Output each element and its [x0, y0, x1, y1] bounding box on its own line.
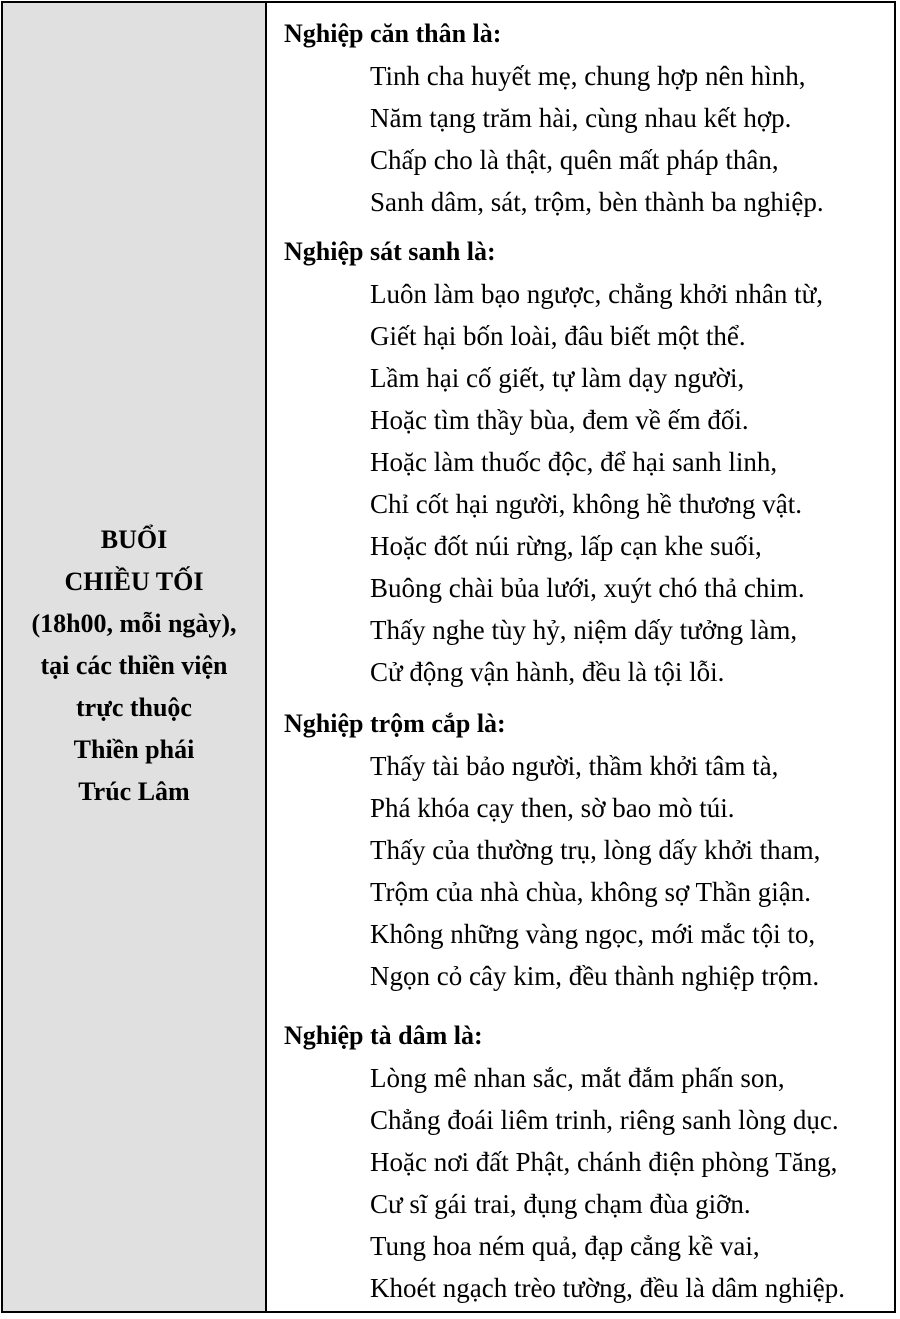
- verse-block: [284, 745, 820, 997]
- verse-line: Thấy của thường trụ, lòng dấy khởi tham,: [370, 835, 821, 865]
- verse-line: Khoét ngạch trèo tường, đều là dâm nghiệp.: [370, 1273, 846, 1303]
- verse-line: Sanh dâm, sát, trộm, bèn thành ba nghiệp.: [370, 187, 824, 217]
- verse-line: Cư sĩ gái trai, đụng chạm đùa giỡn.: [370, 1189, 751, 1219]
- section-nghiep-can-than: [284, 13, 824, 223]
- section-heading: Nghiệp căn thân là:: [284, 19, 502, 48]
- verse-line: Không những vàng ngọc, mới mắc tội to,: [370, 919, 816, 949]
- schedule-line: (18h00, mỗi ngày),: [31, 609, 237, 638]
- schedule-line: BUỔI: [100, 525, 168, 554]
- verse-line: Lầm hại cố giết, tự làm dạy người,: [370, 363, 745, 393]
- section-nghiep-sat-sanh: [284, 231, 823, 693]
- schedule-line: tại các thiền viện: [40, 651, 228, 680]
- verse-line: Tinh cha huyết mẹ, chung hợp nên hình,: [370, 61, 806, 91]
- table-frame: [1, 1, 896, 1313]
- verse-line: Tung hoa ném quả, đạp cẳng kề vai,: [370, 1231, 760, 1261]
- verse-line: Ngọn cỏ cây kim, đều thành nghiệp trộm.: [370, 961, 820, 991]
- verse-line: Phá khóa cạy then, sờ bao mò túi.: [370, 793, 735, 823]
- section-nghiep-ta-dam: [284, 1015, 845, 1309]
- verse-line: Thấy nghe tùy hỷ, niệm dấy tưởng làm,: [370, 615, 798, 645]
- schedule-line: CHIỀU TỐI: [64, 567, 204, 596]
- verse-line: Giết hại bốn loài, đâu biết một thể.: [370, 321, 746, 351]
- section-heading: Nghiệp tà dâm là:: [284, 1021, 483, 1050]
- verse-block: [284, 273, 823, 693]
- verse-line: Luôn làm bạo ngược, chẳng khởi nhân từ,: [370, 279, 823, 309]
- verse-line: Chẳng đoái liêm trinh, riêng sanh lòng dục.: [370, 1105, 839, 1135]
- text-cell: [267, 3, 894, 1311]
- verse-line: Chỉ cốt hại người, không hề thương vật.: [370, 489, 803, 519]
- schedule-label: [3, 519, 265, 813]
- schedule-line: Thiền phái: [73, 735, 195, 764]
- verse-line: Hoặc nơi đất Phật, chánh điện phòng Tăng,: [370, 1147, 838, 1177]
- section-heading: Nghiệp sát sanh là:: [284, 237, 496, 266]
- schedule-line: Trúc Lâm: [78, 777, 190, 806]
- verse-line: Hoặc làm thuốc độc, để hại sanh linh,: [370, 447, 778, 477]
- schedule-cell: [3, 3, 267, 1311]
- verse-line: Lòng mê nhan sắc, mắt đắm phấn son,: [370, 1063, 785, 1093]
- verse-line: Chấp cho là thật, quên mất pháp thân,: [370, 145, 779, 175]
- verse-line: Buông chài bủa lưới, xuýt chó thả chim.: [370, 573, 805, 603]
- verse-line: Năm tạng trăm hài, cùng nhau kết hợp.: [370, 103, 792, 133]
- verse-block: [284, 55, 824, 223]
- verse-line: Cử động vận hành, đều là tội lỗi.: [370, 657, 725, 687]
- verse-line: Thấy tài bảo người, thầm khởi tâm tà,: [370, 751, 779, 781]
- section-nghiep-trom-cap: [284, 703, 820, 997]
- verse-line: Trộm của nhà chùa, không sợ Thần giận.: [370, 877, 811, 907]
- verse-block: [284, 1057, 845, 1309]
- verse-line: Hoặc đốt núi rừng, lấp cạn khe suối,: [370, 531, 762, 561]
- verse-line: Hoặc tìm thầy bùa, đem về ếm đối.: [370, 405, 749, 435]
- schedule-line: trực thuộc: [76, 693, 192, 722]
- section-heading: Nghiệp trộm cắp là:: [284, 709, 506, 738]
